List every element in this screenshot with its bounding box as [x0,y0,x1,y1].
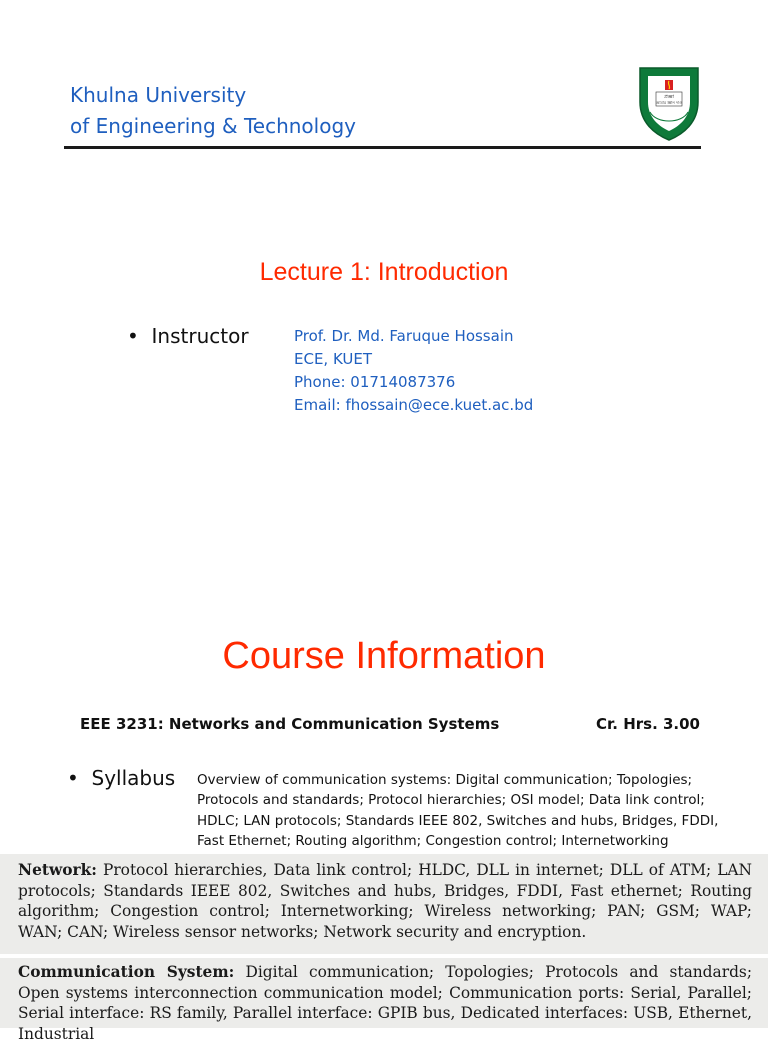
communication-text: Digital communication; Topologies; Protocols and standards; Open systems interconnection communication model; Communication ports: Serial, Parallel; Serial interface: RS family, Parallel interface: GPIB bus, Dedicated interfaces: USB, Ethernet, Industrial [18,963,753,1043]
svg-text:আমার জ্ঞান দাও: আমার জ্ঞান দাও [655,100,683,105]
course-info-heading: Course Information [222,635,546,677]
instructor-details [294,325,533,417]
instructor-phone: Phone: 01714087376 [294,373,456,391]
header-divider [64,146,701,149]
university-logo-icon [636,62,702,142]
university-name-line2: of Engineering & Technology [70,114,356,138]
bullet-icon: • [127,324,152,348]
logo-motto: প্রজ্ঞা [664,94,674,100]
syllabus-bullet [67,766,175,790]
scanned-communication-syllabus [0,958,768,1043]
syllabus-label: Syllabus [91,766,176,790]
network-text: Protocol hierarchies, Data link control; HLDC, DLL in internet; DLL of ATM; LAN protocols; Standards IEEE 802, Switches and hubs, Bridges, FDDI, Fast ethernet; Routing algorithm; Congestion control; Internetworking; Wireless networking; PAN; GSM; WAP; WAN; CAN; Wireless sensor networks; Network security and encryption. [18,861,752,941]
communication-label: Communication System: [18,963,235,981]
scanned-network-syllabus [0,854,768,954]
lecture-title: Lecture 1: Introduction [259,258,509,286]
instructor-label: Instructor [151,324,249,348]
syllabus-text: Overview of communication systems: Digital communication; Topologies; Protocols and standards; Protocol hierarchies; OSI model; Data link control; HDLC; LAN protocols; Standards IEEE 802, Switches and hubs, Bridges, FDDI, Fast Ethernet; Routing algorithm; Congestion control; Internetworking [197,772,719,849]
course-code-title: EEE 3231: Networks and Communication Systems [80,715,500,733]
university-name-line1: Khulna University [70,83,247,107]
network-label: Network: [18,861,97,879]
university-name [70,80,356,142]
instructor-email: Email: fhossain@ece.kuet.ac.bd [294,396,534,414]
credit-hours: Cr. Hrs. 3.00 [596,715,700,733]
instructor-name: Prof. Dr. Md. Faruque Hossain [294,327,514,345]
instructor-bullet [127,324,249,348]
bullet-icon: • [67,766,92,790]
instructor-dept: ECE, KUET [294,350,373,368]
